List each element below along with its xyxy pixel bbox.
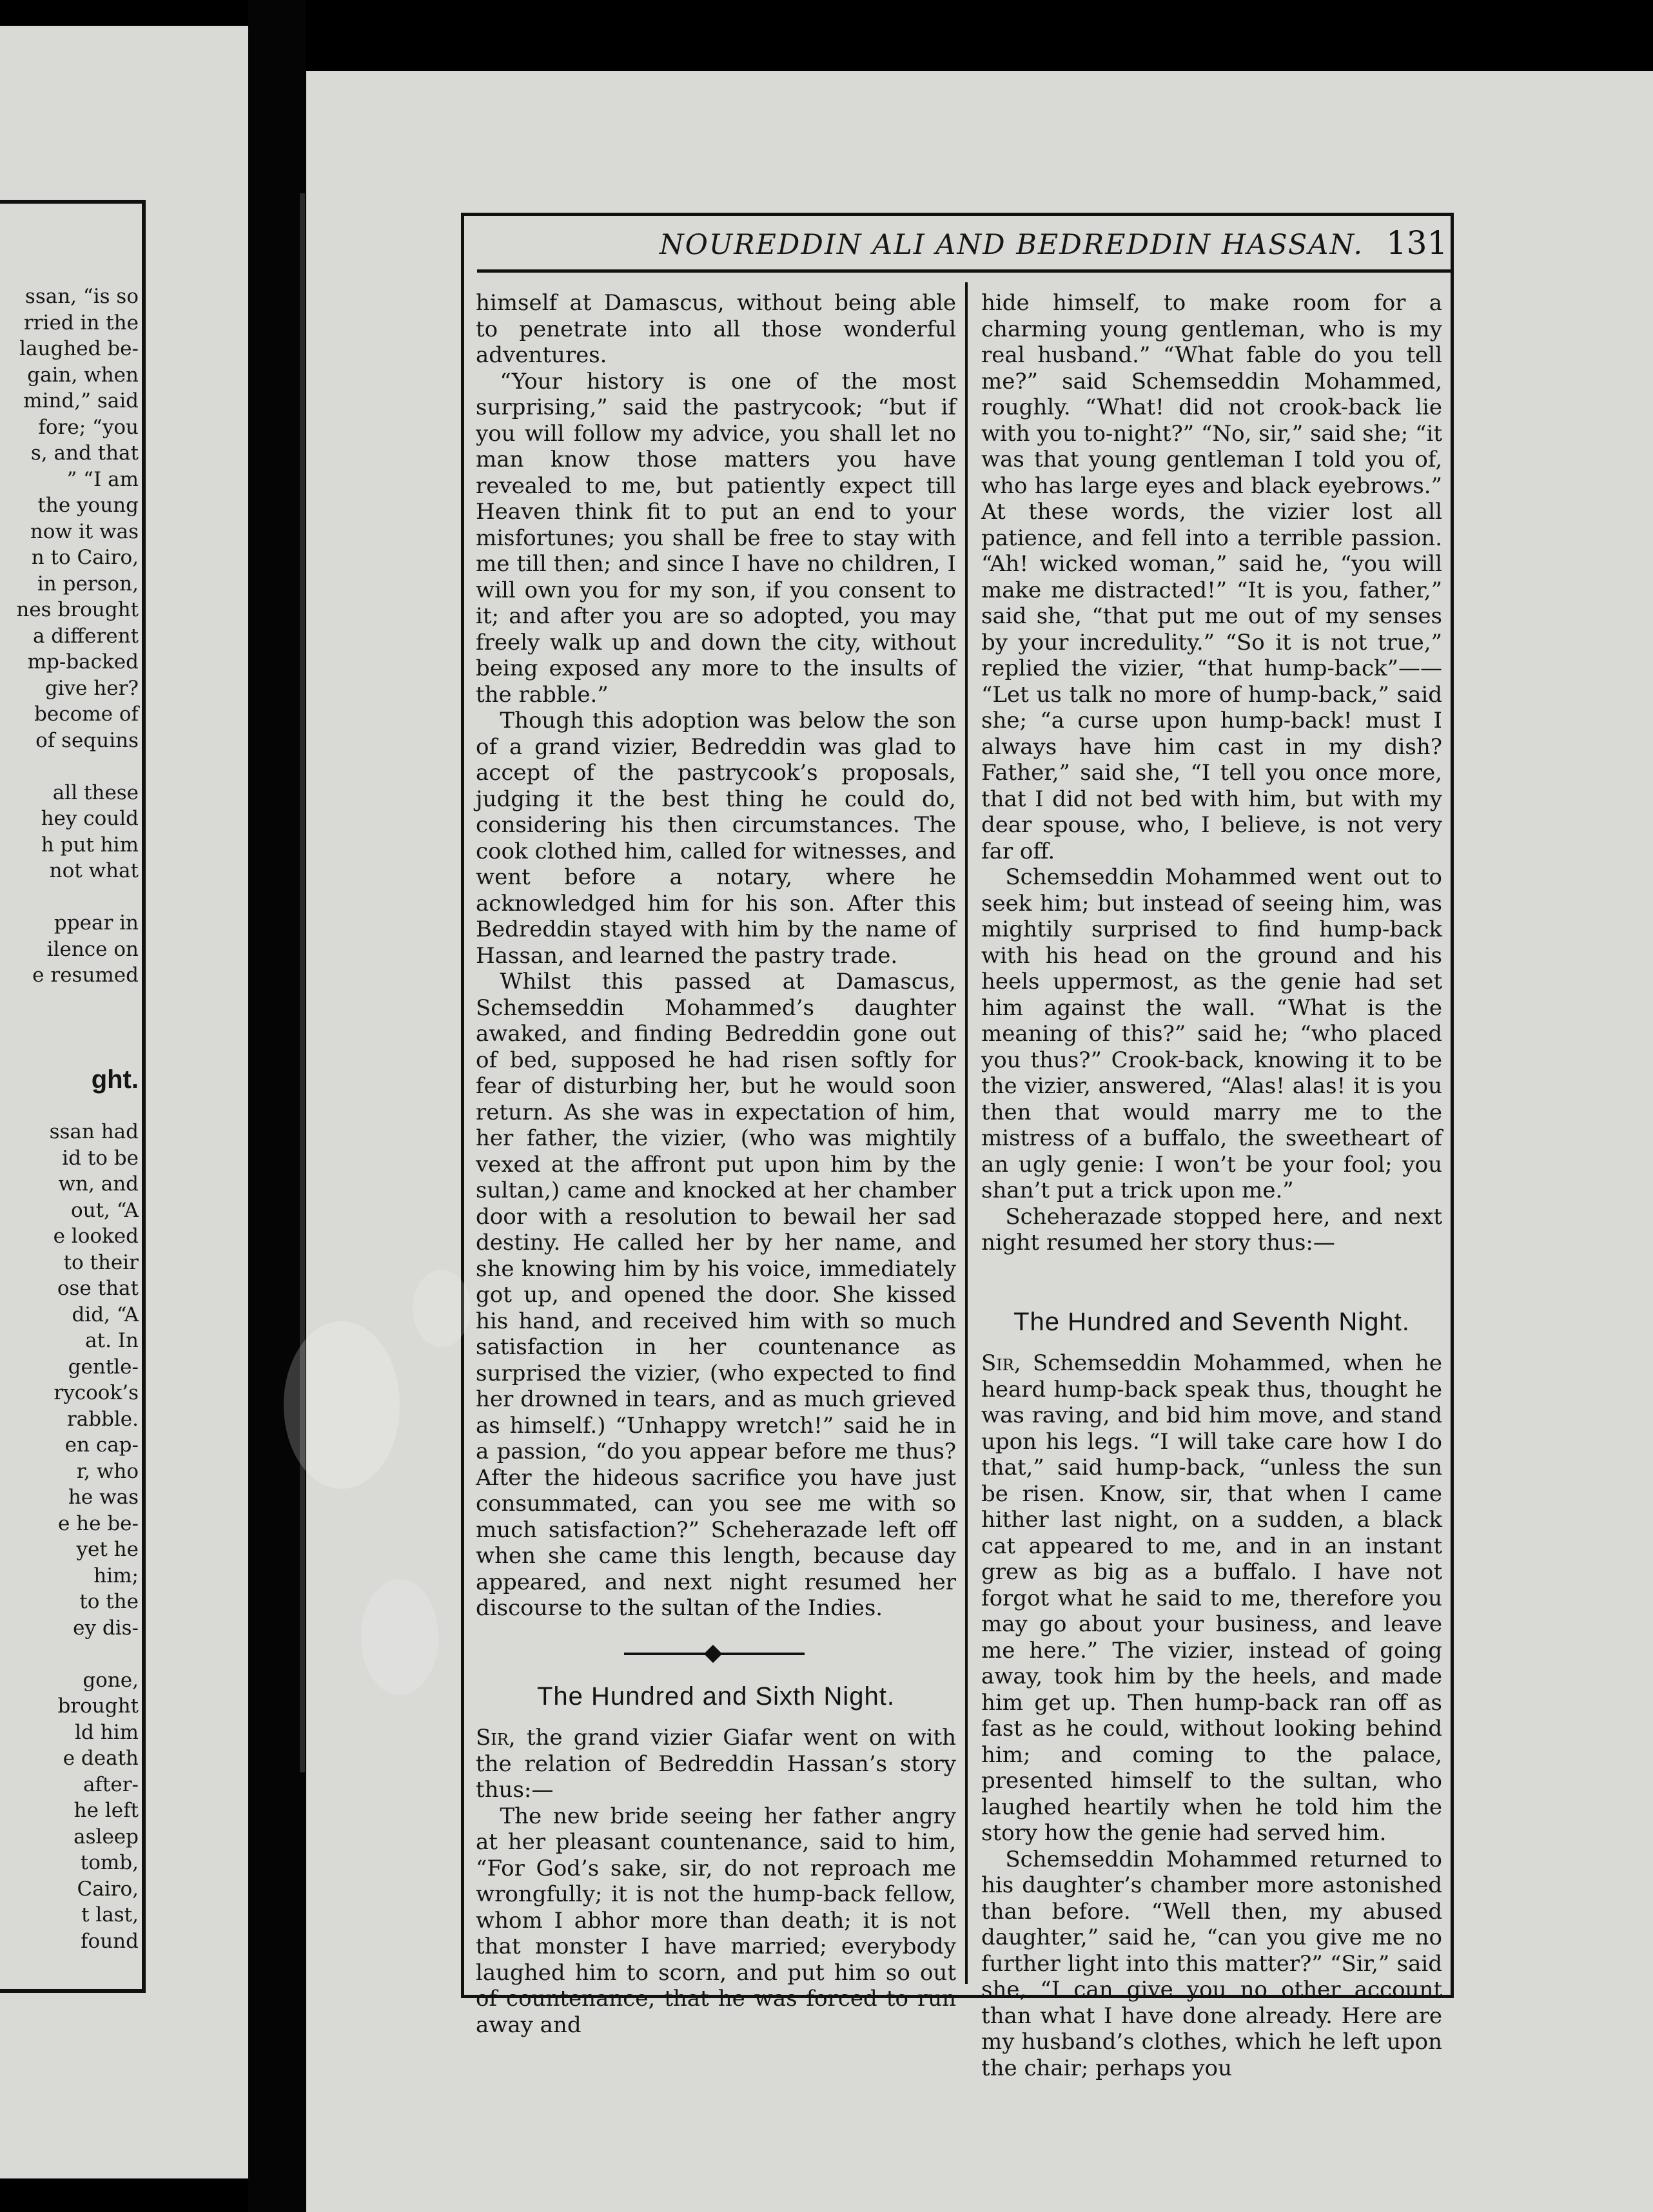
previous-page-line: nes brought: [16, 598, 139, 621]
previous-page-line: laughed be-: [19, 337, 139, 360]
previous-page-line: [0, 1093, 139, 1120]
previous-page-line: brought: [57, 1694, 139, 1718]
previous-page-fragment: [0, 26, 248, 2178]
left-text-column: [476, 290, 956, 2038]
previous-page-line: ght.: [91, 1065, 139, 1094]
previous-page-line: in person,: [37, 572, 139, 596]
previous-page-line: a different: [32, 624, 139, 648]
previous-page-line: ld him: [75, 1720, 139, 1744]
paragraph-text: , Schemseddin Mohammed, when he heard hump-back speak thus, thought he was raving, and bid him move, and stand upon his legs. “I will take care how I do that,” said hump-back, “unless the sun be risen. Know, sir, that when I came hither last night, on a sudden, a black cat appeared to me, and in an instant grew as big as a buffalo. I have not forgot what he said to me, therefore you may go about your business, and leave me here.” The vizier, instead of going away, took him by the heels, and made him get up. Then hump-back ran off as fast as he could, without looking behind him; and coming to the palace, presented himself to the sultan, who laughed heartily when he told him the story how the genie had served him.: [981, 1350, 1442, 1846]
night-heading-107: The Hundred and Seventh Night.: [1013, 1307, 1410, 1336]
previous-page-text: [0, 284, 139, 1954]
previous-page-line: ey dis-: [73, 1616, 139, 1640]
previous-page-line: ilence on: [46, 937, 139, 961]
previous-page-line: e death: [63, 1747, 139, 1770]
paragraph: Scheherazade stopped here, and next night resumed her story thus:—: [981, 1203, 1442, 1256]
paragraph: Though this adoption was below the son of a grand vizier, Bedreddin was glad to accept of the pastrycook’s proposals, judging it the best thing he could do, considering his then circumstances. The cook clothed him, called for witnesses, and went before a notary, where he acknowledged him for his son. After this Bedreddin stayed with him by the name of Hassan, and learned the pastry trade.: [476, 708, 956, 969]
previous-page-line: mind,” said: [23, 389, 139, 412]
previous-page-line: [0, 989, 139, 1015]
previous-page-line: did, “A: [72, 1303, 139, 1326]
paragraph: Schemseddin Mohammed went out to seek him; but instead of seeing him, was mightily surprised to find hump-back with his head on the ground and his heels uppermost, as the genie had set him against the wall. “What is the meaning of this?” said he; “who placed you thus?” Crook-back, knowing it to be the vizier, answered, “Alas! alas! it is you then that would marry me to the mistress of a buffalo, the sweetheart of an ugly genie: I won’t be your fool; you shan’t put a trick upon me.”: [981, 864, 1442, 1203]
previous-page-line: tomb,: [80, 1851, 139, 1874]
previous-page-line: out, “A: [70, 1198, 139, 1222]
paragraph-text: , the grand vizier Giafar went on with the relation of Bedreddin Hassan’s story thus:—: [476, 1725, 956, 1803]
previous-page-line: gone,: [83, 1668, 139, 1692]
previous-page-line: yet he: [76, 1538, 139, 1561]
previous-page-line: [0, 1041, 139, 1067]
paragraph: “Your history is one of the most surprising,” said the pastrycook; “but if you will follow my advice, you shall let no man know those matters you have revealed to me, but patiently expect till Heaven think fit to put an end to your misfortunes; you shall be free to stay with me till then; and since I have no children, I will own you for my son, if you consent to it; and after you are so adopted, you may freely walk up and down the city, without being exposed any more to the insults of the rabble.”: [476, 368, 956, 708]
paper-stain: [413, 1270, 471, 1347]
previous-page-line: hey could: [41, 807, 139, 830]
previous-page-line: all these: [52, 781, 139, 804]
previous-page-line: the young: [37, 494, 139, 517]
previous-page-line: en cap-: [64, 1433, 139, 1457]
previous-page-line: ssan had: [49, 1120, 139, 1143]
previous-page-line: Cairo,: [77, 1877, 139, 1901]
continuation-paragraph: himself at Damascus, without being able to penetrate into all those wonderful adventures.: [476, 290, 956, 368]
paragraph: [476, 1725, 956, 1803]
sir-lead: Sir: [476, 1725, 509, 1751]
night-heading-106: The Hundred and Sixth Night.: [537, 1682, 895, 1711]
previous-page-line: e resumed: [32, 964, 139, 987]
right-text-column: [981, 290, 1442, 2081]
previous-page-line: he left: [73, 1799, 139, 1822]
previous-page-line: asleep: [73, 1825, 139, 1848]
paragraph: The new bride seeing her father angry at her pleasant countenance, said to him, “For God’s sake, sir, do not reproach me wrongfully; it is not the hump-back fellow, whom I abhor more than death; it is not that monster I have married; everybody laughed him to scorn, and put him so out of countenance, that he was forced to run away and: [476, 1803, 956, 2038]
previous-page-line: become of: [34, 703, 139, 726]
previous-page-line: id to be: [62, 1146, 139, 1170]
previous-page-line: [0, 1014, 139, 1041]
previous-page-line: he was: [68, 1486, 139, 1509]
paper-stain: [284, 1321, 400, 1489]
previous-page-line: [0, 753, 139, 780]
gutter-shadow: [300, 193, 305, 1772]
previous-page-line: [0, 1641, 139, 1667]
page-number: 131: [1386, 224, 1448, 262]
previous-page-line: wn, and: [58, 1172, 139, 1196]
previous-page-line: to the: [79, 1590, 139, 1613]
paragraph: [981, 1350, 1442, 1847]
previous-page-line: now it was: [30, 519, 139, 543]
previous-page-line: ” “I am: [66, 467, 139, 491]
previous-page-line: n to Cairo,: [31, 546, 139, 569]
previous-page-line: found: [81, 1929, 139, 1953]
book-gutter: [248, 0, 306, 2212]
previous-page-line: rabble.: [66, 1407, 139, 1431]
previous-page-line: ppear in: [54, 911, 139, 935]
previous-page-line: mp-backed: [27, 650, 139, 674]
previous-page-line: [0, 884, 139, 911]
header-rule: [477, 269, 1454, 273]
previous-page-line: e looked: [53, 1225, 139, 1248]
previous-page-line: after-: [83, 1772, 139, 1796]
paragraph: Schemseddin Mohammed returned to his daughter’s chamber more astonished than before. “Well then, my abused daughter,” said he, “can you give me no further light into this matter?” “Sir,” said she, “I can give you no other account than what I have done already. Here are my husband’s clothes, which he left upon the chair; perhaps you: [981, 1846, 1442, 2081]
ornament-diamond: [704, 1644, 722, 1662]
previous-page-line: not what: [49, 859, 139, 882]
previous-page-line: s, and that: [30, 441, 139, 465]
previous-page-line: ssan, “is so: [24, 285, 139, 308]
section-ornament: [476, 1641, 956, 1667]
previous-page-line: ose that: [57, 1277, 139, 1300]
previous-page-line: fore; “you: [38, 415, 139, 439]
previous-page-line: rried in the: [23, 311, 139, 335]
previous-page-line: rycook’s: [54, 1381, 139, 1404]
paragraph: Whilst this passed at Damascus, Schemseddin Mohammed’s daughter awaked, and finding Bedreddin gone out of bed, supposed he had risen softly for fear of disturbing her, but he would soon return. As she was in expectation of him, her father, the vizier, (who was mightily vexed at the affront put upon him by the sultan,) came and knocked at her chamber door with a resolution to bewail her sad destiny. He called her by her name, and she knowing him by his voice, immediately got up, and opened the door. She kissed his hand, and received him with so much satisfaction in her countenance as surprised the vizier, (who expected to find her drowned in tears, and as much grieved as himself.) “Unhappy wretch!” said he in a passion, “do you appear before me thus? After the hideous sacrifice you have just consummated, can you see me with so much satisfaction?” Scheherazade left off when she came this length, because day appeared, and next night resumed her discourse to the sultan of the Indies.: [476, 969, 956, 1621]
previous-page-line: gentle-: [68, 1355, 139, 1379]
previous-page-line: gain, when: [27, 363, 139, 387]
previous-page-line: h put him: [41, 833, 139, 857]
sir-lead: Sir: [981, 1350, 1014, 1376]
previous-page-line: at. In: [85, 1329, 139, 1352]
previous-page-line: e he be-: [57, 1511, 139, 1535]
previous-page-line: of sequins: [35, 728, 139, 752]
continuation-paragraph: hide himself, to make room for a charming young gentleman, who is my real husband.” “What fable do you tell me?” said Schemseddin Mohammed, roughly. “What! did not crook-back lie with you to-night?” “No, sir,” said she; “it was that young gentleman I told you of, who has large eyes and black eyebrows.” At these words, the vizier lost all patience, and fell into a terrible passion. “Ah! wicked woman,” said he, “you will make me distracted!” “It is you, father,” said she, “that put me out of my senses by your incredulity.” “So it is not true,” replied the vizier, “that hump-back”—— “Let us talk no more of hump-back,” said she; “a curse upon hump-back! must I always have him cast in my dish? Father,” said she, “I tell you once more, that I did not bed with him, but with my dear spouse, who, I believe, is not very far off.: [981, 290, 1442, 864]
previous-page-line: to their: [63, 1250, 139, 1274]
previous-page-line: r, who: [76, 1459, 139, 1483]
paper-stain: [361, 1579, 438, 1695]
previous-page-line: give her?: [44, 676, 139, 700]
previous-page-line: him;: [93, 1564, 139, 1587]
running-head: NOUREDDIN ALI AND BEDREDDIN HASSAN.: [660, 229, 1364, 261]
column-divider: [965, 282, 968, 1984]
previous-page-line: t last,: [81, 1903, 139, 1926]
